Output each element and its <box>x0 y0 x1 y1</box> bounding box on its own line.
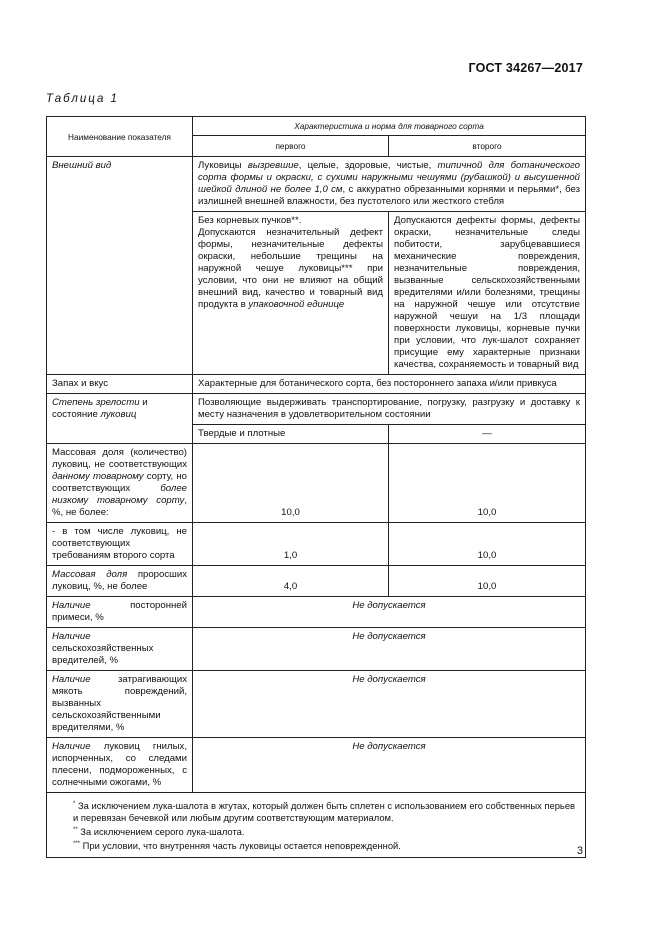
footnotes <box>47 793 586 858</box>
appearance-common: Луковицы вызревшие, целые, здоровые, чистые, типичной для ботанического сорта формы и окраски, с сухими наружными чешуями (рубашкой) и высушенной шейкой длиной не более 1,0 см, с аккуратно обрезанными корнями и перьями*, без излишней внешней влажности, без пустотелого или жесткого стебля <box>193 157 586 212</box>
row-label-ripeness: Степень зрелости и состояние луковиц <box>47 394 193 444</box>
row-label-sprouted: Массовая доля проросших луковиц, %, не более <box>47 566 193 597</box>
row-label-mass-nonconform: Массовая доля (количество) луковиц, не соответствующих данному товарному сорту, но соответствующих более низкому товарному сорту, %, не более: <box>47 444 193 523</box>
row-label-smell: Запах и вкус <box>47 375 193 394</box>
mass-second-grade-2: 10,0 <box>389 523 586 566</box>
sprouted-grade-1: 4,0 <box>193 566 389 597</box>
row-label-damage: Наличие затрагивающих мякоть повреждений, вызванных сельскохозяйственными вредителями, % <box>47 671 193 738</box>
damage-value: Не допускается <box>193 671 586 738</box>
appearance-grade-2: Допускаются дефекты формы, дефекты окраски, незначительные следы побитости, зарубцевавшиеся механические повреждения, незначительные повреждения, вызванные сельскохозяйственными вредителями и/или болезнями, трещины на наружной чешуе или отсутствие наружной чешуи на 1/3 площади поверхности луковицы, корневые пучки при условии, что лук-шалот сохраняет присущие ему характерные признаки качества, сохраняемость и товарный вид <box>389 212 586 375</box>
header-characteristic: Характеристика и норма для товарного сорта <box>193 117 586 136</box>
mass-nonconform-grade-2: 10,0 <box>389 444 586 523</box>
mass-nonconform-grade-1: 10,0 <box>193 444 389 523</box>
row-label-pests: Наличие сельскохозяйственных вредителей, % <box>47 628 193 671</box>
document-code: ГОСТ 34267—2017 <box>468 61 583 75</box>
header-grade-1: первого <box>193 136 389 157</box>
appearance-grade-1: Без корневых пучков**. Допускаются незначительный дефект формы, незначительные дефекты окраски, небольшие трещины на наружной чешуе луковицы*** при условии, что они не влияют на общий внешний вид, качество и товарный вид продукта в упаковочной единице <box>193 212 389 375</box>
quality-table <box>46 116 586 858</box>
row-label-foreign: Наличие посторонней примеси, % <box>47 597 193 628</box>
footnote-2: ** За исключением серого лука-шалота. <box>73 826 245 838</box>
pests-value: Не допускается <box>193 628 586 671</box>
row-label-mass-second: - в том числе луковиц, не соответствующих требованиям второго сорта <box>47 523 193 566</box>
rot-value: Не допускается <box>193 738 586 793</box>
ripeness-grade-1: Твердые и плотные <box>193 425 389 444</box>
ripeness-common: Позволяющие выдерживать транспортирование, погрузку, разгрузку и доставку к месту назначения в удовлетворительном состоянии <box>193 394 586 425</box>
mass-second-grade-1: 1,0 <box>193 523 389 566</box>
smell-value: Характерные для ботанического сорта, без постороннего запаха и/или привкуса <box>193 375 586 394</box>
footnote-3: *** При условии, что внутренняя часть луковицы остается неповрежденной. <box>73 840 401 852</box>
foreign-value: Не допускается <box>193 597 586 628</box>
sprouted-grade-2: 10,0 <box>389 566 586 597</box>
header-grade-2: второго <box>389 136 586 157</box>
row-label-rot: Наличие луковиц гнилых, испорченных, со следами плесени, подмороженных, с солнечными ожогами, % <box>47 738 193 793</box>
page-number: 3 <box>576 845 583 857</box>
row-label-appearance: Внешний вид <box>47 157 193 375</box>
table-caption: Таблица 1 <box>46 93 119 105</box>
header-indicator: Наименование показателя <box>47 117 193 157</box>
footnote-1: * За исключением лука-шалота в жгутах, который должен быть сплетен с использованием его собственных перьев и перевязан бечевкой или любым другим соответствующим материалом. <box>73 800 576 824</box>
ripeness-grade-2: — <box>389 425 586 444</box>
